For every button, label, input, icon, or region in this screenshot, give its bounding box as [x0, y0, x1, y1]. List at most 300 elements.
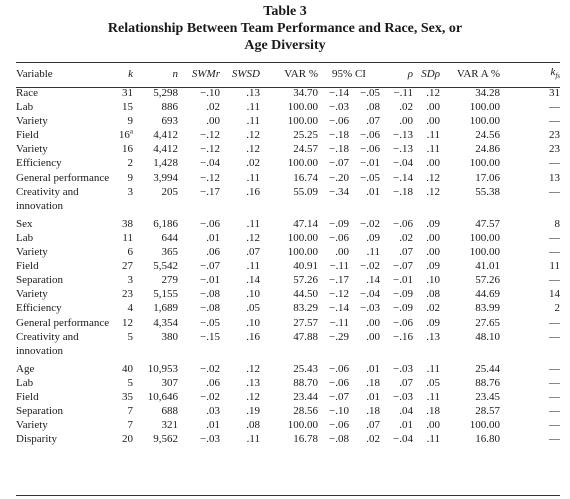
cell-vara: 27.65	[475, 316, 501, 329]
table-row	[16, 273, 560, 287]
kfs-sub: fs	[555, 72, 561, 81]
cell-k-value: 12	[122, 316, 133, 329]
table-body	[16, 86, 560, 446]
row-label: Creativity and innovation	[16, 330, 79, 357]
row-label: Lab	[16, 101, 34, 114]
cell-ci-lo: −.18	[329, 129, 349, 142]
cell-rho: .07	[399, 376, 414, 389]
cell-swmr: .06	[206, 246, 220, 259]
cell-k	[113, 404, 136, 418]
cell-vara: 100.00	[469, 157, 501, 170]
cell-rho: −.03	[393, 362, 414, 375]
cell-swmr: −.15	[200, 330, 220, 343]
cell-kfs: —	[549, 390, 561, 403]
cell-var: 34.70	[293, 87, 318, 99]
cell-var: 55.09	[293, 185, 318, 198]
cell-swmr: .01	[206, 231, 220, 244]
cell-var: 23.44	[293, 390, 318, 403]
cell-k	[113, 418, 136, 432]
cell-vara: 100.00	[469, 101, 501, 114]
cell-kfs: —	[549, 246, 561, 259]
cell-sdp: .00	[426, 419, 441, 432]
cell-k-value: 9	[127, 115, 133, 128]
cell-swsd: .11	[246, 101, 260, 114]
cell-n: 4,354	[153, 316, 178, 329]
cell-n: 4,412	[153, 143, 178, 156]
row-label: Creativity and innovation	[16, 185, 79, 212]
cell-ci-lo: −.12	[329, 288, 349, 301]
cell-var: 100.00	[287, 231, 318, 244]
cell-n: 279	[161, 274, 178, 287]
cell-rho: .02	[399, 101, 414, 114]
cell-k-value: 16	[122, 143, 133, 156]
cell-rho: −.01	[393, 274, 414, 287]
row-label: Sex	[16, 217, 33, 230]
row-label: Variety	[16, 143, 48, 156]
cell-kfs: —	[549, 185, 561, 198]
cell-swmr: −.06	[200, 217, 220, 230]
cell-var: 25.43	[293, 362, 318, 375]
row-label: Variety	[16, 288, 48, 301]
cell-var: 16.78	[293, 433, 318, 446]
cell-var: 100.00	[287, 115, 318, 128]
cell-swsd: .02	[246, 157, 260, 170]
cell-ci-hi: .01	[366, 185, 381, 198]
cell-ci-lo: −.09	[329, 217, 349, 230]
cell-ci-lo: −.07	[329, 390, 349, 403]
cell-swsd: .12	[246, 390, 260, 403]
cell-k-value: 40	[122, 362, 133, 375]
cell-vara: 100.00	[469, 115, 501, 128]
cell-n: 5,298	[153, 87, 178, 99]
cell-kfs: —	[549, 231, 561, 244]
cell-vara: 17.06	[475, 171, 501, 184]
cell-sdp: .00	[426, 231, 441, 244]
cell-swsd: .12	[246, 143, 260, 156]
row-label: General performance	[16, 316, 110, 329]
cell-rho: .01	[399, 419, 414, 432]
cell-swsd: .12	[246, 231, 260, 244]
cell-swmr: −.10	[200, 87, 220, 99]
cell-ci-hi: .07	[366, 419, 381, 432]
table-row	[16, 128, 560, 142]
data-table	[16, 63, 560, 446]
cell-k	[113, 273, 136, 287]
cell-k	[113, 213, 136, 231]
cell-vara: 16.80	[475, 433, 501, 446]
col-header-ci: 95% CI	[332, 68, 366, 81]
cell-rho: −.06	[393, 316, 414, 329]
cell-swmr: .03	[206, 405, 220, 418]
cell-sdp: .00	[426, 101, 441, 114]
cell-ci-lo: −.07	[329, 157, 349, 170]
cell-k	[113, 231, 136, 245]
cell-ci-hi: −.01	[360, 157, 381, 170]
cell-var: 27.57	[293, 316, 318, 329]
cell-k	[113, 86, 136, 100]
table-row	[16, 316, 560, 330]
cell-k	[113, 358, 136, 376]
cell-swsd: .10	[246, 316, 260, 329]
cell-ci-lo: .00	[335, 246, 349, 259]
cell-rho: −.06	[393, 217, 414, 230]
cell-sdp: .10	[426, 274, 441, 287]
row-label: Disparity	[16, 433, 57, 446]
cell-ci-lo: −.06	[329, 419, 349, 432]
row-label: Field	[16, 390, 39, 403]
cell-vara: 34.28	[475, 87, 501, 99]
cell-k	[113, 301, 136, 315]
cell-swsd: .19	[246, 405, 260, 418]
cell-k	[113, 128, 136, 142]
row-label: Efficiency	[16, 302, 62, 315]
cell-sdp: .00	[426, 246, 441, 259]
cell-swmr: −.12	[200, 129, 220, 142]
cell-ci-hi: .11	[366, 246, 381, 259]
cell-var: 57.26	[293, 274, 318, 287]
cell-k-value: 3	[127, 274, 133, 287]
cell-vara: 25.44	[475, 362, 501, 375]
cell-sdp: .05	[426, 376, 441, 389]
cell-var: 100.00	[287, 157, 318, 170]
cell-k	[113, 100, 136, 114]
cell-swmr: −.12	[200, 171, 220, 184]
cell-ci-hi: .14	[366, 274, 381, 287]
cell-ci-hi: .01	[366, 362, 381, 375]
cell-sdp: .09	[426, 316, 441, 329]
cell-sdp: .11	[426, 362, 441, 375]
cell-vara: 100.00	[469, 246, 501, 259]
cell-n: 5,155	[153, 288, 178, 301]
cell-kfs: —	[549, 419, 561, 432]
cell-swsd: .07	[246, 246, 260, 259]
cell-n: 6,186	[153, 217, 178, 230]
table-row	[16, 185, 560, 213]
table-row	[16, 156, 560, 170]
cell-swmr: −.02	[200, 362, 220, 375]
cell-sdp: .02	[426, 302, 441, 315]
cell-vara: 100.00	[469, 231, 501, 244]
cell-rho: .02	[399, 231, 414, 244]
cell-ci-lo: −.11	[329, 316, 349, 329]
cell-var: 47.14	[293, 217, 318, 230]
cell-kfs: —	[549, 115, 561, 128]
cell-kfs: —	[549, 274, 561, 287]
cell-var: 28.56	[293, 405, 318, 418]
table-row	[16, 231, 560, 245]
table-row	[16, 358, 560, 376]
col-header-swmr: SWMr	[191, 68, 220, 81]
cell-k-value: 38	[122, 217, 133, 230]
cell-k-value: 20	[122, 433, 133, 446]
col-header-rho: ρ	[407, 68, 414, 81]
cell-k-value: 9	[127, 171, 133, 184]
cell-k-value: 5	[127, 376, 133, 389]
cell-swsd: .11	[246, 171, 260, 184]
cell-rho: −.09	[393, 288, 414, 301]
cell-rho: −.13	[393, 143, 414, 156]
row-label: Field	[16, 260, 39, 273]
cell-n: 4,412	[153, 129, 178, 142]
cell-k-value: 23	[122, 288, 133, 301]
cell-kfs: 23	[549, 143, 561, 156]
cell-swsd: .13	[246, 87, 260, 99]
row-label: Variety	[16, 246, 48, 259]
cell-ci-hi: .07	[366, 115, 381, 128]
cell-k-value: 4	[127, 302, 133, 315]
cell-ci-lo: −.06	[329, 376, 349, 389]
cell-ci-lo: −.03	[329, 101, 349, 114]
cell-kfs: —	[549, 316, 561, 329]
cell-swsd: .16	[246, 185, 260, 198]
cell-n: 644	[161, 231, 178, 244]
cell-k	[113, 114, 136, 128]
cell-var: 100.00	[287, 101, 318, 114]
col-header-k: k	[128, 68, 133, 81]
cell-var: 100.00	[287, 246, 318, 259]
cell-sdp: .12	[426, 185, 441, 198]
cell-ci-lo: −.18	[329, 143, 349, 156]
cell-ci-hi: −.02	[360, 260, 381, 273]
table-row	[16, 171, 560, 185]
cell-ci-lo: −.06	[329, 231, 349, 244]
table-row	[16, 259, 560, 273]
table-row	[16, 213, 560, 231]
cell-k-value: 31	[122, 87, 133, 99]
cell-k	[113, 245, 136, 259]
header-row	[16, 63, 560, 86]
table-row	[16, 376, 560, 390]
cell-var: 83.29	[293, 302, 318, 315]
cell-n: 365	[161, 246, 178, 259]
cell-k-value: 2	[127, 157, 133, 170]
row-label: Race	[16, 87, 38, 99]
cell-ci-hi: −.06	[360, 143, 381, 156]
cell-swmr: .02	[206, 101, 220, 114]
row-label: General performance	[16, 171, 110, 184]
table-title-line-1: Relationship Between Team Performance and Race, Sex, or	[107, 21, 463, 36]
cell-ci-hi: .02	[366, 433, 381, 446]
cell-n: 380	[161, 330, 178, 343]
cell-k-value: 6	[127, 246, 133, 259]
cell-swmr: .06	[206, 376, 220, 389]
cell-k-value: 11	[122, 231, 133, 244]
cell-vara: 47.57	[475, 217, 501, 230]
table-row	[16, 114, 560, 128]
cell-var: 25.25	[293, 129, 318, 142]
cell-swsd: .10	[246, 288, 260, 301]
cell-ci-lo: −.14	[329, 302, 349, 315]
table-row	[16, 100, 560, 114]
cell-var: 47.88	[293, 330, 318, 343]
cell-n: 9,562	[153, 433, 178, 446]
cell-rho: −.16	[393, 330, 414, 343]
table-row	[16, 404, 560, 418]
table-row	[16, 390, 560, 404]
cell-kfs: 23	[549, 129, 561, 142]
col-header-n: n	[172, 68, 178, 81]
cell-ci-lo: −.17	[329, 274, 349, 287]
cell-swmr: −.17	[200, 185, 220, 198]
cell-ci-lo: −.06	[329, 362, 349, 375]
col-header-vara: VAR A %	[456, 68, 501, 81]
row-label: Field	[16, 129, 39, 142]
cell-k	[113, 142, 136, 156]
cell-swmr: −.04	[200, 157, 220, 170]
cell-ci-lo: −.11	[329, 260, 349, 273]
cell-var: 16.74	[293, 171, 318, 184]
table-row	[16, 418, 560, 432]
cell-ci-hi: −.02	[360, 217, 381, 230]
cell-swsd: .12	[246, 129, 260, 142]
cell-k-value: 7	[127, 405, 133, 418]
cell-kfs: —	[549, 405, 561, 418]
col-header-var: VAR %	[284, 68, 318, 81]
cell-n: 1,428	[153, 157, 178, 170]
cell-swsd: .08	[246, 419, 260, 432]
col-header-swsd: SWSD	[231, 68, 260, 81]
cell-k	[113, 259, 136, 273]
kfs-main: k	[550, 66, 556, 79]
cell-ci-hi: −.06	[360, 129, 381, 142]
cell-sdp: .09	[426, 260, 441, 273]
cell-kfs: —	[549, 362, 561, 375]
cell-vara: 41.01	[475, 260, 501, 273]
row-label: Efficiency	[16, 157, 62, 170]
cell-vara: 83.99	[475, 302, 501, 315]
cell-ci-hi: .18	[366, 376, 381, 389]
cell-sdp: .18	[426, 405, 441, 418]
cell-ci-hi: .08	[366, 101, 381, 114]
cell-k	[113, 376, 136, 390]
cell-var: 44.50	[293, 288, 318, 301]
cell-sdp: .09	[426, 217, 441, 230]
cell-ci-lo: −.34	[329, 185, 349, 198]
cell-kfs: —	[549, 330, 561, 343]
cell-kfs: —	[549, 101, 561, 114]
cell-k	[113, 185, 136, 213]
cell-swsd: .16	[246, 330, 260, 343]
row-label: Lab	[16, 376, 34, 389]
cell-swsd: .11	[246, 433, 260, 446]
cell-swmr: −.08	[200, 302, 220, 315]
cell-rho: −.04	[393, 433, 414, 446]
cell-k	[113, 390, 136, 404]
bottom-rule	[16, 495, 560, 496]
table-row	[16, 287, 560, 301]
cell-kfs: —	[549, 376, 561, 389]
cell-ci-lo: −.14	[329, 87, 349, 99]
cell-swsd: .11	[246, 260, 260, 273]
row-label: Age	[16, 362, 35, 375]
cell-swsd: .11	[246, 217, 260, 230]
cell-swmr: −.02	[200, 390, 220, 403]
cell-rho: .07	[399, 246, 414, 259]
cell-ci-lo: −.08	[329, 433, 349, 446]
footnote-marker: a	[129, 127, 133, 136]
cell-n: 5,542	[153, 260, 178, 273]
cell-rho: −.07	[393, 260, 414, 273]
cell-vara: 88.76	[475, 376, 501, 389]
table-row	[16, 86, 560, 100]
cell-rho: .04	[399, 405, 414, 418]
cell-n: 10,646	[147, 390, 178, 403]
cell-var: 100.00	[287, 419, 318, 432]
cell-rho: −.04	[393, 157, 414, 170]
cell-swsd: .14	[246, 274, 260, 287]
table-row	[16, 432, 560, 446]
table-row	[16, 245, 560, 259]
col-header-variable: Variable	[16, 68, 53, 81]
row-label: Variety	[16, 115, 48, 128]
cell-ci-hi: .09	[366, 231, 381, 244]
cell-vara: 24.86	[475, 143, 501, 156]
cell-k-value: 35	[122, 390, 133, 403]
cell-sdp: .11	[426, 143, 441, 156]
cell-kfs: 2	[554, 302, 561, 315]
cell-ci-lo: −.10	[329, 405, 349, 418]
cell-swmr: −.01	[200, 274, 220, 287]
cell-vara: 23.45	[475, 390, 501, 403]
cell-n: 1,689	[153, 302, 178, 315]
cell-kfs: —	[549, 157, 561, 170]
cell-ci-hi: .00	[366, 316, 381, 329]
cell-ci-lo: −.06	[329, 115, 349, 128]
cell-swsd: .05	[246, 302, 260, 315]
cell-ci-hi: −.05	[360, 171, 381, 184]
cell-k-value: 3	[127, 185, 133, 198]
cell-sdp: .11	[426, 390, 441, 403]
cell-ci-hi: −.03	[360, 302, 381, 315]
cell-vara: 48.10	[475, 330, 501, 343]
cell-ci-hi: .00	[366, 330, 381, 343]
row-label: Separation	[16, 405, 64, 418]
cell-k	[113, 316, 136, 330]
cell-n: 307	[161, 376, 178, 389]
cell-k	[113, 171, 136, 185]
cell-kfs: 13	[549, 171, 561, 184]
table-title-line-2: Age Diversity	[244, 38, 326, 53]
cell-n: 321	[161, 419, 178, 432]
cell-swsd: .13	[246, 376, 260, 389]
cell-k	[113, 156, 136, 170]
cell-swmr: −.07	[200, 260, 220, 273]
cell-n: 10,953	[147, 362, 178, 375]
cell-k-value: 7	[127, 419, 133, 432]
cell-sdp: .00	[426, 115, 441, 128]
cell-swmr: .01	[206, 419, 220, 432]
cell-ci-hi: .01	[366, 390, 381, 403]
cell-kfs: 31	[549, 87, 561, 99]
cell-kfs: 14	[549, 288, 561, 301]
col-header-sdp: SDρ	[421, 68, 441, 81]
cell-swmr: .00	[206, 115, 220, 128]
cell-n: 886	[161, 101, 178, 114]
cell-k-value: 27	[122, 260, 133, 273]
cell-kfs: 11	[549, 260, 561, 273]
cell-var: 24.57	[293, 143, 318, 156]
cell-k-value: 5	[127, 330, 133, 343]
cell-rho: −.03	[393, 390, 414, 403]
cell-sdp: .13	[426, 330, 441, 343]
cell-k	[113, 330, 136, 358]
cell-ci-lo: −.20	[329, 171, 349, 184]
cell-sdp: .12	[426, 171, 441, 184]
cell-rho: −.13	[393, 129, 414, 142]
cell-rho: −.11	[393, 87, 414, 99]
cell-swsd: .11	[246, 115, 260, 128]
col-header-kfs	[500, 63, 560, 86]
